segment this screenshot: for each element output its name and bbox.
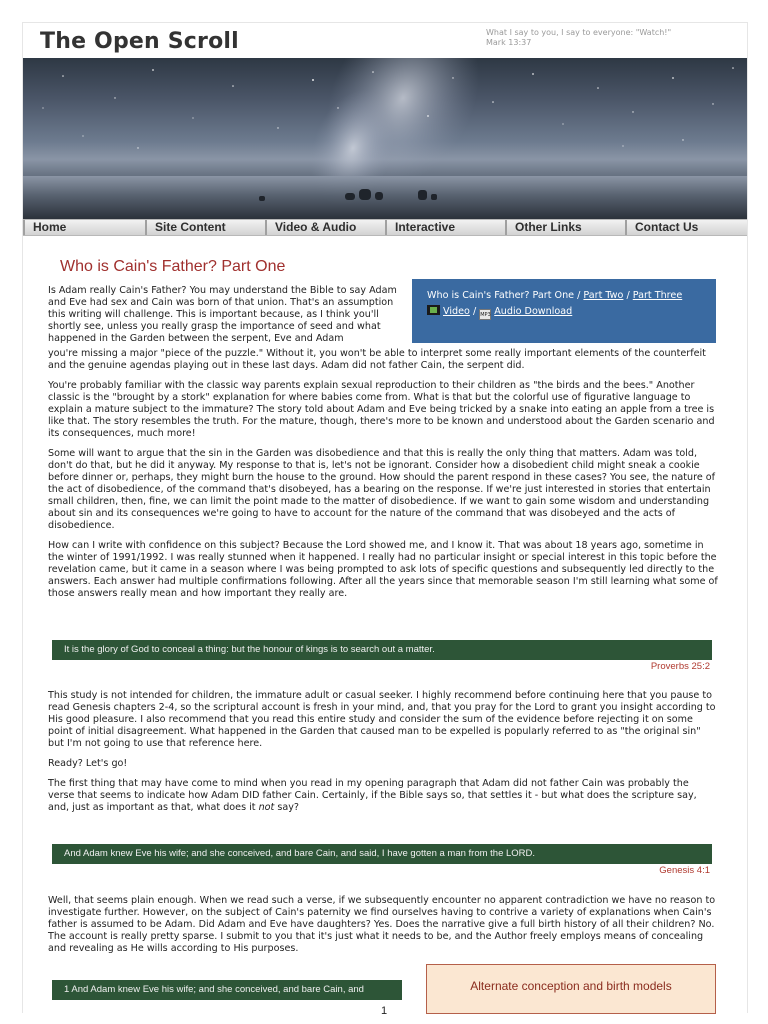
film-icon [427, 305, 440, 315]
first-thing-end: say? [274, 802, 300, 813]
paragraph-first-thing [48, 778, 718, 814]
page-number: 1 [380, 1005, 388, 1017]
paragraph-study-intent: This study is not intended for children, the immature adult or casual seeker. I highly recommend before continuing here that you pause to read Genesis chapters 2-4, so the scriptural account is fresh in your mind, and, that you pray for the Lord to grant you insight according to His good pleasure. I also recommend that you read this entire study and consider the sum of the evidence before rejecting it on some point of initial disagreement. What happened in the Garden that caused man to be expelled is popularly referred to as "the original sin" but I'm not going to use that reference here. [48, 690, 716, 749]
intro-paragraph-b: you're missing a major "piece of the puzzle." Without it, you won't be able to interpret some really important elements of the counterfeit and the genuine agendas playing out in these last days. Adam did not father Cain, the serpent did. [48, 348, 706, 371]
audio-download-link[interactable]: Audio Download [494, 306, 573, 317]
intro-paragraph-part1 [48, 285, 406, 345]
parts-separator: / [574, 290, 584, 301]
paragraph-birds-bees: You're probably familiar with the classic way parents explain sexual reproduction to their children as "the birds and the bees." Another classic is the "brought by a stork" explanation for where babies come from. What is that but the colorful use of figurative language to explain a mature subject to the immature? The story told about Adam and Eve being tricked by a snake into eating an apple from a tree is like that. The story resembles the truth. For the mature, though, there's more to be known and understood about the Garden scenario and its consequences, much more! [48, 380, 715, 439]
paragraph-ready: Ready? Let's go! [48, 758, 128, 769]
nav-video-audio[interactable]: Video & Audio [265, 220, 356, 235]
paragraph-disobedience: Some will want to argue that the sin in the Garden was disobedience and that this is really the only thing that matters. Adam was told, don't do that, but he did it anyway. My response to that is, let's not be ignorant. Consider how a disobedient child might sneak a cookie before dinner or, perhaps, they might burn the house to the ground. How should the parent respond in these cases? You see, the nature of the act of disobedience, of the command that's disobeyed, has a bearing on the response. If we're just interested in stories that entertain small children, then, fine, we can limit the point made to the matter of disobedience. If we want to gain some wisdom and understanding about sin and its consequences we're going to have to account for the nature of the command that was disobeyed and the acts of disobedience. [48, 448, 716, 531]
header-verse-text: What I say to you, I say to everyone: "Watch!" [486, 28, 672, 37]
emphasis-not: not [258, 802, 275, 813]
main-nav [23, 219, 747, 236]
article-title: Who is Cain's Father? Part One [60, 258, 286, 275]
current-part: Who is Cain's Father? Part One [427, 290, 575, 301]
mp3-icon: MP3 [479, 309, 491, 320]
media-separator: / [469, 306, 480, 317]
body-text-3 [48, 895, 718, 963]
alternate-models-title[interactable]: Alternate conception and birth models [470, 979, 672, 993]
parts-infobox [412, 279, 716, 343]
scripture-block-genesis [52, 844, 712, 879]
parts-separator: / [623, 290, 633, 301]
nav-site-content[interactable]: Site Content [145, 220, 226, 235]
scripture-quote: It is the glory of God to conceal a thing: but the honour of kings is to search out a matter. [52, 640, 712, 660]
intro-paragraph-a: Is Adam really Cain's Father? You may understand the Bible to say Adam and Eve had sex and Cain was born of that union. That's an assumption this writing will challenge. This is important because, as I think you'll shortly see, unless you really grasp the importance of seed and what happened in the Garden between the serpent, Eve and Adam [48, 285, 397, 344]
header-verse [486, 28, 731, 48]
header-verse-ref: Mark 13:37 [486, 38, 532, 47]
parts-line [427, 290, 708, 302]
body-text [48, 348, 718, 608]
body-text-2 [48, 690, 718, 822]
scripture-quote-partial: 1 And Adam knew Eve his wife; and she conceived, and bare Cain, and [52, 980, 402, 1000]
part-two-link[interactable]: Part Two [583, 290, 624, 301]
paragraph-plain-enough: Well, that seems plain enough. When we read such a verse, if we subsequently encounter no apparent contradiction we have no reason to investigate further. However, on the subject of Cain's paternity we find ourselves having to contrive a variety of explanations when Cain's father is assumed to be Adam. Did Adam and Eve have daughters? Yes. Does the narrative give a full birth history of all their children? No. The account is really pretty sparse. I submit to you that it's just what it needs to be, and the Author freely employs means of concealing and revealing as He wills according to His purposes. [48, 895, 716, 954]
nav-interactive[interactable]: Interactive [385, 220, 455, 235]
scripture-block-proverbs [52, 640, 712, 675]
night-sky-banner [23, 58, 747, 219]
nav-other-links[interactable]: Other Links [505, 220, 582, 235]
scripture-reference[interactable]: Genesis 4:1 [659, 865, 710, 876]
nav-contact-us[interactable]: Contact Us [625, 220, 698, 235]
scripture-quote: And Adam knew Eve his wife; and she conceived, and bare Cain, and said, I have gotten a man from the LORD. [52, 844, 712, 864]
site-title[interactable]: The Open Scroll [40, 29, 239, 54]
media-line [427, 305, 708, 320]
scripture-reference[interactable]: Proverbs 25:2 [650, 661, 710, 672]
first-thing-text: The first thing that may have come to mind when you read in my opening paragraph that Adam did not father Cain was probably the verse that seems to indicate how Adam DID father Cain. Certainly, if the Bible says so, that settles it - but what does the scripture say, and, just as important as that, what does it [48, 778, 697, 813]
video-link[interactable]: Video [443, 306, 470, 317]
part-three-link[interactable]: Part Three [632, 290, 683, 301]
milky-way-image [23, 58, 747, 219]
site-header [23, 23, 747, 58]
paragraph-confidence: How can I write with confidence on this subject? Because the Lord showed me, and I know it. That was about 18 years ago, sometime in the winter of 1991/1992. I was really stunned when it happened. I really had no particular insight or special interest in this topic before the revelation came, but it came in a season where I was being prompted to ask lots of specific questions and subsequently led directly to the answers. Each answer had multiple confirmations following. After all the years since that memorable season I'm still learning what some of those answers really mean and how important they really are. [48, 540, 718, 599]
nav-home[interactable]: Home [23, 220, 66, 235]
